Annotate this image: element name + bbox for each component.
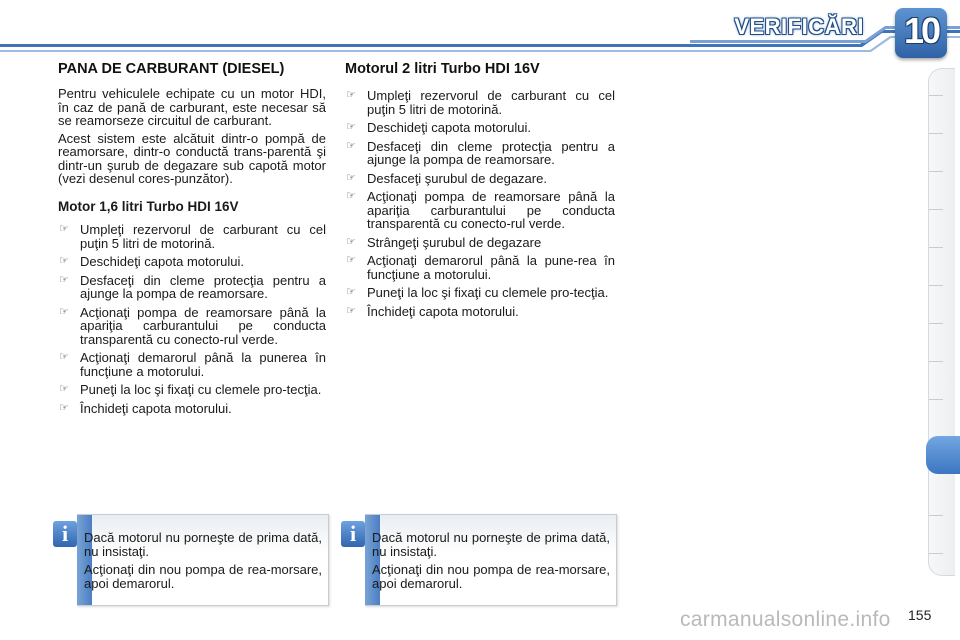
tab-notch: [929, 247, 943, 248]
chapter-number: 10: [903, 10, 939, 51]
step-text: Desfaceţi şurubul de degazare.: [367, 170, 547, 186]
list-item: [58, 223, 326, 250]
info-paragraph: Acţionaţi din nou pompa de rea-morsare, apoi demarorul.: [372, 562, 610, 591]
engine-subheading: Motor 1,6 litri Turbo HDI 16V: [58, 198, 239, 214]
pointing-hand-icon: ☞: [346, 139, 356, 152]
step-text: Acţionaţi pompa de reamorsare până la apariţia carburantului pe conducta transparentă cu conecto-rul verde.: [80, 304, 326, 347]
intro-paragraph: Pentru vehiculele echipate cu un motor HDI, în caz de pană de carburant, este necesar să se reamorseze circuitul de carburant.: [58, 86, 326, 128]
step-text: Acţionaţi demarorul până la pune-rea în funcţiune a motorului.: [367, 253, 615, 282]
list-item: [345, 254, 615, 281]
pointing-hand-icon: ☞: [59, 255, 69, 267]
step-text: Strângeţi şurubul de degazare: [367, 234, 542, 250]
watermark: carmanualsonline.info: [680, 608, 891, 631]
chapter-tab-active[interactable]: [926, 436, 960, 474]
pointing-hand-icon: ☞: [59, 305, 69, 318]
info-paragraph: Dacă motorul nu porneşte de prima dată, nu insistaţi.: [84, 530, 322, 559]
step-text: Deschideţi capota motorului.: [367, 120, 532, 135]
tab-notch: [929, 323, 943, 324]
list-item: [345, 121, 615, 135]
list-item: [58, 255, 326, 269]
tab-notch: [929, 361, 943, 362]
info-paragraph: Acţionaţi din nou pompa de rea-morsare, apoi demarorul.: [84, 562, 322, 591]
info-paragraph: Dacă motorul nu porneşte de prima dată, nu insistaţi.: [372, 530, 610, 559]
step-list: [58, 223, 326, 415]
page-number: 155: [908, 607, 932, 623]
section-heading: PANA DE CARBURANT (DIESEL): [58, 61, 285, 77]
left-column: [58, 61, 326, 420]
pointing-hand-icon: ☞: [346, 121, 356, 133]
pointing-hand-icon: ☞: [346, 304, 356, 317]
pointing-hand-icon: ☞: [59, 273, 69, 286]
tab-notch: [929, 209, 943, 210]
list-item: [345, 172, 615, 186]
list-item: [345, 89, 615, 116]
info-icon: i: [53, 521, 77, 547]
step-text: Puneţi la loc şi fixaţi cu clemele pro-tecţia.: [367, 285, 609, 300]
step-list: [345, 89, 615, 318]
step-text: Puneţi la loc şi fixaţi cu clemele pro-tecţia.: [80, 382, 322, 397]
tab-notch: [929, 171, 943, 172]
info-box: [365, 514, 617, 606]
list-item: [345, 190, 615, 231]
step-text: Deschideţi capota motorului.: [80, 254, 245, 269]
step-text: Acţionaţi pompa de reamorsare până la apariţia carburantului pe conducta transparentă cu conecto-rul verde.: [367, 189, 615, 231]
list-item: [345, 286, 615, 300]
chapter-tab-rail: [928, 68, 955, 576]
pointing-hand-icon: ☞: [59, 401, 69, 414]
pointing-hand-icon: ☞: [59, 223, 69, 235]
info-box: [77, 514, 329, 606]
section-heading: Motorul 2 litri Turbo HDI 16V: [345, 61, 540, 77]
step-text: Închideţi capota motorului.: [367, 303, 519, 319]
right-column: [345, 61, 615, 323]
list-item: [345, 236, 615, 250]
tab-notch: [929, 553, 943, 554]
list-item: [345, 305, 615, 319]
list-item: [58, 402, 326, 416]
tab-notch: [929, 399, 943, 400]
list-item: [345, 140, 615, 167]
pointing-hand-icon: ☞: [346, 286, 356, 298]
info-icon: i: [341, 521, 365, 547]
pointing-hand-icon: ☞: [59, 351, 69, 363]
step-text: Acţionaţi demarorul până la punerea în funcţiune a motorului.: [80, 350, 326, 379]
list-item: [58, 351, 326, 378]
tab-notch: [929, 515, 943, 516]
chapter-badge: [895, 8, 947, 58]
step-text: Închideţi capota motorului.: [80, 400, 232, 416]
tab-notch: [929, 95, 943, 96]
tab-notch: [929, 133, 943, 134]
info-text: [372, 531, 610, 595]
step-text: Desfaceţi din cleme protecţia pentru a ajunge la pompa de reamorsare.: [367, 138, 615, 167]
chapter-title: VERIFICĂRI: [734, 14, 864, 39]
list-item: [58, 383, 326, 397]
step-text: Umpleţi rezervorul de carburant cu cel puţin 5 litri de motorină.: [80, 222, 326, 251]
tab-notch: [929, 285, 943, 286]
intro-paragraph: Acest sistem este alcătuit dintr-o pompă de reamorsare, dintr-o conductă trans-parentă şi dintr-un şurub de degazare sub capotă motor (vezi desenul cores-punzător).: [58, 130, 326, 186]
list-item: [58, 274, 326, 301]
list-item: [58, 306, 326, 347]
step-text: Umpleţi rezervorul de carburant cu cel puţin 5 litri de motorină.: [367, 88, 615, 117]
pointing-hand-icon: ☞: [346, 254, 356, 266]
pointing-hand-icon: ☞: [346, 190, 356, 202]
pointing-hand-icon: ☞: [346, 235, 356, 248]
pointing-hand-icon: ☞: [59, 383, 69, 395]
pointing-hand-icon: ☞: [346, 89, 356, 101]
pointing-hand-icon: ☞: [346, 171, 356, 184]
step-text: Desfaceţi din cleme protecţia pentru a ajunge la pompa de reamorsare.: [80, 272, 326, 301]
info-text: [84, 531, 322, 595]
